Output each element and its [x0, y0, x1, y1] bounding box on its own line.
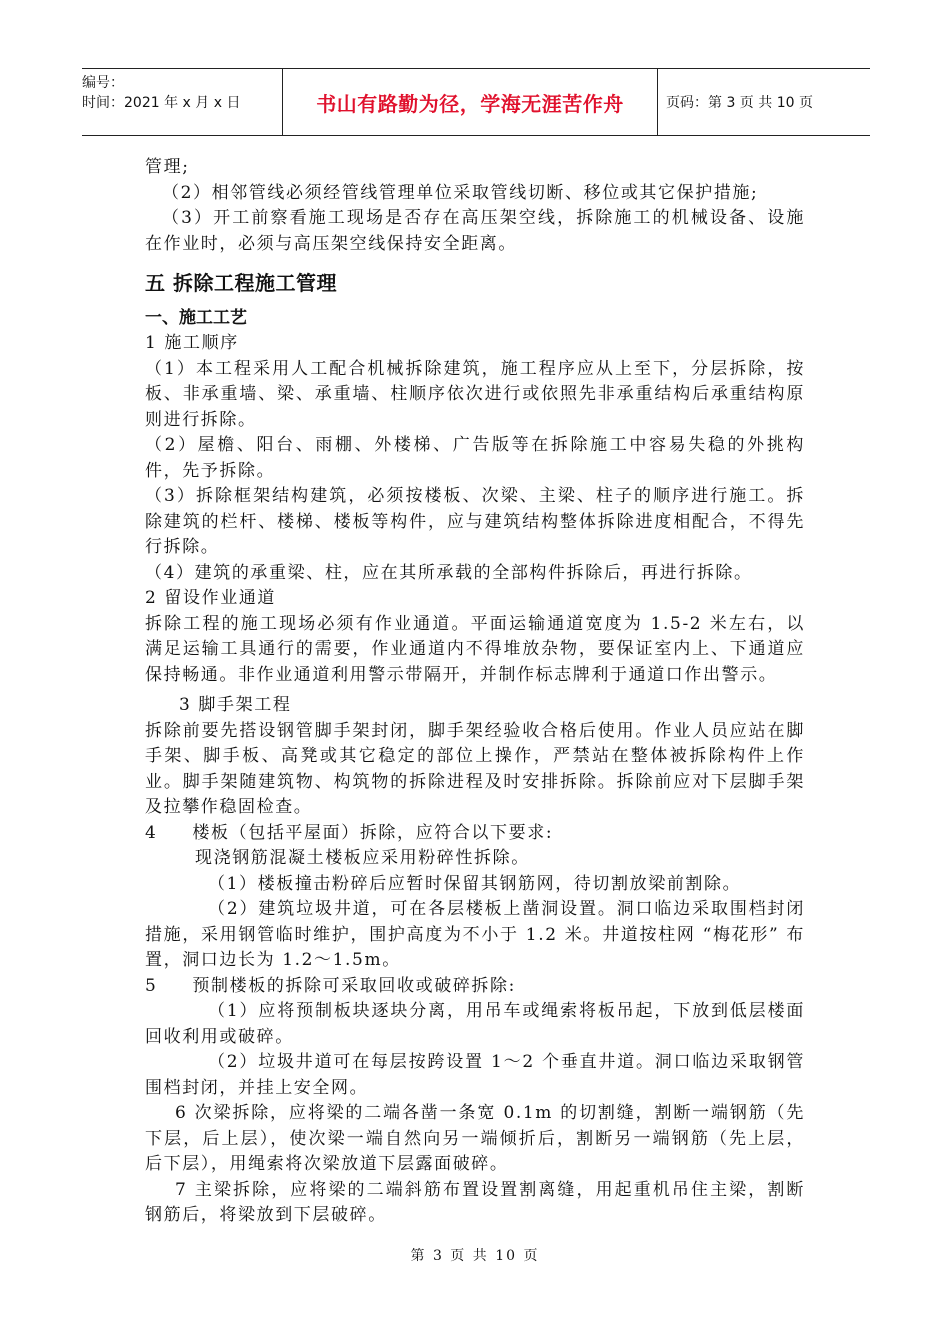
- paragraph: （3）开工前察看施工现场是否存在高压架空线，拆除施工的机械设备、设施在作业时，必须与高压架空线保持安全距离。: [145, 208, 805, 254]
- paragraph: 现浇钢筋混凝土楼板应采用粉碎性拆除。: [195, 848, 530, 868]
- page-header: [82, 68, 870, 136]
- paragraph: 7 主梁拆除，应将梁的二端斜筋布置设置割离缝，用起重机吊住主梁，割断钢筋后，将梁放到下层破碎。: [145, 1179, 805, 1225]
- document-body: [145, 155, 805, 1229]
- header-meta: [82, 69, 282, 135]
- paragraph: 管理;: [145, 157, 190, 177]
- doc-number: 编号：: [82, 75, 124, 91]
- subsection-heading: 一、施工工艺: [145, 308, 247, 328]
- paragraph: 4 楼板（包括平屋面）拆除，应符合以下要求:: [145, 822, 554, 843]
- paragraph: 5 预制楼板的拆除可采取回收或破碎拆除:: [145, 975, 516, 996]
- paragraph: （2）垃圾井道可在每层按跨设置 1～2 个垂直井道。洞口临边采取钢管围档封闭，并挂上安全网。: [145, 1052, 805, 1098]
- paragraph: （1）楼板撞击粉碎后应暂时保留其钢筋网，待切割放梁前割除。: [208, 873, 742, 894]
- paragraph: 3 脚手架工程: [179, 695, 292, 715]
- section-heading: 五 拆除工程施工管理: [145, 271, 337, 295]
- page-footer: 第 3 页 共 10 页: [410, 1248, 540, 1264]
- paragraph: 拆除工程的施工现场必须有作业通道。平面运输通道宽度为 1.5-2 米左右，以满足运输工具通行的需要，作业通道内不得堆放杂物，要保证室内上、下通道应保持畅通。非作业通道利用警示带隔开，并制作标志牌利于通道口作出警示。: [145, 613, 805, 685]
- doc-date: 时间：2021 年 x 月 x 日: [82, 95, 241, 111]
- paragraph: （2）建筑垃圾井道，可在各层楼板上凿洞设置。洞口临边采取围档封闭措施，采用钢管临时维护，围护高度为不小于 1.2 米。井道按柱网 “梅花形” 布置，洞口边长为 1.2～1.5m。: [145, 899, 805, 970]
- paragraph: （1）本工程采用人工配合机械拆除建筑，施工程序应从上至下，分层拆除，按板、非承重墙、梁、承重墙、柱顺序依次进行或依照先非承重结构后承重结构原则进行拆除。: [145, 358, 805, 430]
- paragraph: 拆除前要先搭设钢管脚手架封闭，脚手架经验收合格后使用。作业人员应站在脚手架、脚手板、高凳或其它稳定的部位上操作，严禁站在整体被拆除构件上作业。脚手架随建筑物、构筑物的拆除进程及时安排拆除。拆除前应对下层脚手架及拉攀作稳固检查。: [145, 720, 805, 817]
- header-page-info: 页码：第 3 页 共 10 页: [666, 95, 813, 111]
- paragraph: （2）相邻管线必须经管线管理单位采取管线切断、移位或其它保护措施;: [162, 182, 759, 203]
- paragraph: （4）建筑的承重梁、柱，应在其所承载的全部构件拆除后，再进行拆除。: [145, 562, 753, 583]
- paragraph: （1）应将预制板块逐块分离，用吊车或绳索将板吊起，下放到低层楼面回收利用或破碎。: [145, 1001, 805, 1047]
- paragraph: （2）屋檐、阳台、雨棚、外楼梯、广告版等在拆除施工中容易失稳的外挑构件，先予拆除。: [145, 435, 805, 481]
- header-motto: 书山有路勤为径，学海无涯苦作舟: [282, 69, 658, 135]
- paragraph: 6 次梁拆除，应将梁的二端各凿一条宽 0.1m 的切割缝，割断一端钢筋（先下层，后上层），使次梁一端自然向另一端倾折后，割断另一端钢筋（先上层，后下层），用绳索将次梁放道下层露面破碎。: [145, 1103, 805, 1174]
- paragraph: 2 留设作业通道: [145, 588, 277, 608]
- paragraph: （3）拆除框架结构建筑，必须按楼板、次梁、主梁、柱子的顺序进行施工。拆除建筑的栏杆、楼梯、楼板等构件，应与建筑结构整体拆除进度相配合，不得先行拆除。: [145, 486, 805, 557]
- paragraph: 1 施工顺序: [145, 333, 239, 353]
